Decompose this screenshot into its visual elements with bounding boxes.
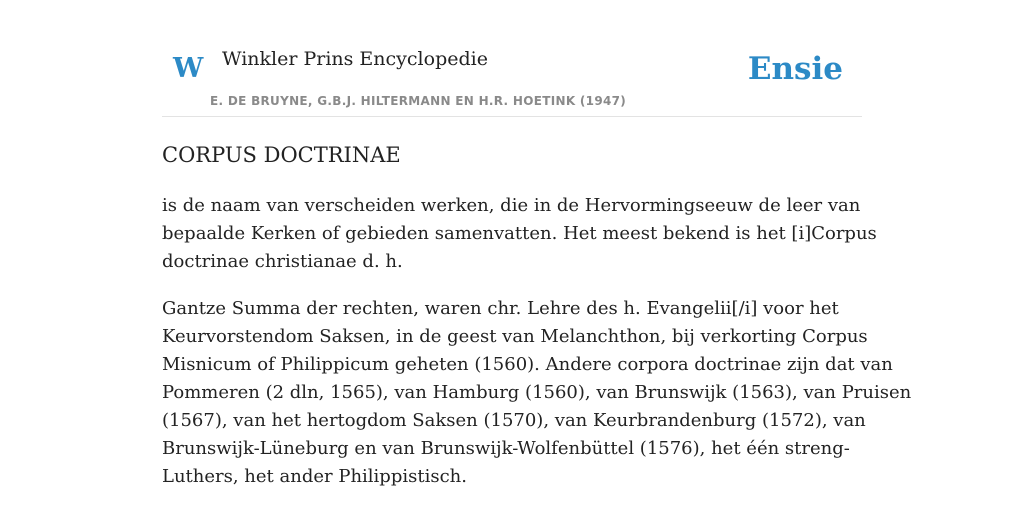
paragraph-line: Luthers, het ander Philippistisch. — [162, 466, 467, 487]
paragraph-line: Pommeren (2 dln, 1565), van Hamburg (1560), van Brunswijk (1563), van Pruisen — [162, 382, 912, 403]
article-paragraph-1 — [162, 192, 877, 276]
article-paragraph-2 — [162, 295, 912, 491]
source-title[interactable]: Winkler Prins Encyclopedie — [222, 48, 488, 70]
ensie-logo[interactable]: Ensie — [747, 51, 843, 87]
paragraph-line: Brunswijk-Lüneburg en van Brunswijk-Wolfenbüttel (1576), het één streng- — [162, 438, 850, 459]
source-header — [162, 0, 862, 117]
winkler-prins-logo-icon[interactable]: W — [173, 53, 204, 84]
paragraph-line: (1567), van het hertogdom Saksen (1570), van Keurbrandenburg (1572), van — [162, 410, 866, 431]
paragraph-line: Misnicum of Philippicum geheten (1560). Andere corpora doctrinae zijn dat van — [162, 354, 893, 375]
paragraph-line: Gantze Summa der rechten, waren chr. Lehre des h. Evangelii[/i] voor het — [162, 298, 839, 319]
page — [162, 0, 912, 487]
paragraph-line: bepaalde Kerken of gebieden samenvatten. Het meest bekend is het [i]Corpus — [162, 223, 877, 244]
paragraph-line: doctrinae christianae d. h. — [162, 251, 403, 272]
source-authors: E. DE BRUYNE, G.B.J. HILTERMANN EN H.R. HOETINK (1947) — [210, 94, 627, 108]
paragraph-line: Keurvorstendom Saksen, in de geest van Melanchthon, bij verkorting Corpus — [162, 326, 868, 347]
article-title: CORPUS DOCTRINAE — [162, 143, 401, 167]
paragraph-line: is de naam van verscheiden werken, die in de Hervormingseeuw de leer van — [162, 195, 861, 216]
